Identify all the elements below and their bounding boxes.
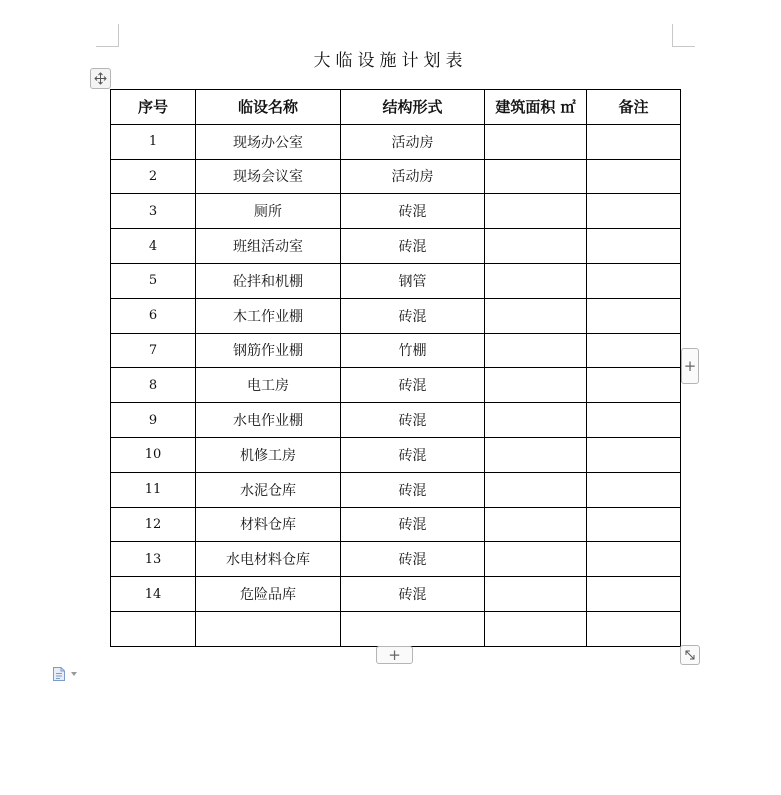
table-move-handle[interactable] <box>90 68 111 89</box>
resize-diagonal-icon <box>684 649 696 661</box>
remarks-cell[interactable] <box>587 472 681 507</box>
header-facility-name[interactable]: 临设名称 <box>196 90 341 125</box>
serial-number-cell[interactable]: 6 <box>111 298 196 333</box>
remarks-cell[interactable] <box>587 333 681 368</box>
serial-number-cell[interactable]: 4 <box>111 229 196 264</box>
building-area-cell[interactable] <box>485 229 587 264</box>
plus-icon: + <box>388 645 401 664</box>
table-row <box>111 507 681 542</box>
structure-type-cell[interactable]: 砖混 <box>341 368 485 403</box>
header-serial-number[interactable]: 序号 <box>111 90 196 125</box>
remarks-cell[interactable] <box>587 577 681 612</box>
building-area-cell[interactable] <box>485 194 587 229</box>
remarks-cell[interactable] <box>587 368 681 403</box>
table-row <box>111 194 681 229</box>
building-area-cell[interactable] <box>485 298 587 333</box>
header-remarks[interactable]: 备注 <box>587 90 681 125</box>
structure-type-cell[interactable]: 钢管 <box>341 263 485 298</box>
building-area-cell[interactable] <box>485 611 587 646</box>
serial-number-cell[interactable]: 14 <box>111 577 196 612</box>
structure-type-cell[interactable]: 砖混 <box>341 437 485 472</box>
table-row <box>111 577 681 612</box>
table-row <box>111 263 681 298</box>
plus-icon: + <box>683 356 697 375</box>
facility-name-cell[interactable]: 班组活动室 <box>196 229 341 264</box>
structure-type-cell[interactable]: 活动房 <box>341 124 485 159</box>
serial-number-cell[interactable]: 5 <box>111 263 196 298</box>
serial-number-cell[interactable]: 3 <box>111 194 196 229</box>
building-area-cell[interactable] <box>485 333 587 368</box>
remarks-cell[interactable] <box>587 437 681 472</box>
building-area-cell[interactable] <box>485 124 587 159</box>
serial-number-cell[interactable]: 8 <box>111 368 196 403</box>
caret-down-icon <box>71 672 77 676</box>
table-row <box>111 472 681 507</box>
remarks-cell[interactable] <box>587 229 681 264</box>
facility-name-cell[interactable]: 水泥仓库 <box>196 472 341 507</box>
table-row <box>111 229 681 264</box>
document-title: 大临设施计划表 <box>313 51 468 71</box>
facility-name-cell[interactable]: 木工作业棚 <box>196 298 341 333</box>
building-area-cell[interactable] <box>485 507 587 542</box>
facility-name-cell[interactable]: 厕所 <box>196 194 341 229</box>
crop-mark-top-left <box>96 24 119 47</box>
facility-name-cell[interactable]: 材料仓库 <box>196 507 341 542</box>
table-header-row <box>111 90 681 125</box>
structure-type-cell[interactable] <box>341 611 485 646</box>
header-structure-type[interactable]: 结构形式 <box>341 90 485 125</box>
table-row <box>111 611 681 646</box>
structure-type-cell[interactable]: 砖混 <box>341 577 485 612</box>
remarks-cell[interactable] <box>587 542 681 577</box>
structure-type-cell[interactable]: 砖混 <box>341 229 485 264</box>
move-arrows-icon <box>94 72 107 85</box>
remarks-cell[interactable] <box>587 298 681 333</box>
facility-name-cell[interactable]: 水电作业棚 <box>196 403 341 438</box>
structure-type-cell[interactable]: 活动房 <box>341 159 485 194</box>
structure-type-cell[interactable]: 砖混 <box>341 472 485 507</box>
facility-name-cell[interactable]: 现场会议室 <box>196 159 341 194</box>
remarks-cell[interactable] <box>587 124 681 159</box>
table-row <box>111 542 681 577</box>
facility-name-cell[interactable]: 水电材料仓库 <box>196 542 341 577</box>
table-row <box>111 333 681 368</box>
remarks-cell[interactable] <box>587 507 681 542</box>
facility-name-cell[interactable]: 砼拌和机棚 <box>196 263 341 298</box>
table-row <box>111 298 681 333</box>
structure-type-cell[interactable]: 竹棚 <box>341 333 485 368</box>
table-row <box>111 403 681 438</box>
paste-options-button[interactable] <box>52 666 77 682</box>
serial-number-cell[interactable]: 13 <box>111 542 196 577</box>
remarks-cell[interactable] <box>587 194 681 229</box>
structure-type-cell[interactable]: 砖混 <box>341 542 485 577</box>
building-area-cell[interactable] <box>485 159 587 194</box>
building-area-cell[interactable] <box>485 472 587 507</box>
building-area-cell[interactable] <box>485 263 587 298</box>
facilities-plan-table <box>110 89 681 647</box>
building-area-cell[interactable] <box>485 542 587 577</box>
remarks-cell[interactable] <box>587 611 681 646</box>
building-area-cell[interactable] <box>485 437 587 472</box>
header-building-area[interactable]: 建筑面积 ㎡ <box>485 90 587 125</box>
paste-options-icon <box>52 666 66 682</box>
serial-number-cell[interactable]: 12 <box>111 507 196 542</box>
table-row <box>111 159 681 194</box>
crop-mark-top-right <box>672 24 695 47</box>
serial-number-cell[interactable]: 9 <box>111 403 196 438</box>
structure-type-cell[interactable]: 砖混 <box>341 507 485 542</box>
table-row <box>111 437 681 472</box>
remarks-cell[interactable] <box>587 403 681 438</box>
table-row <box>111 124 681 159</box>
structure-type-cell[interactable]: 砖混 <box>341 194 485 229</box>
facility-name-cell[interactable]: 钢筋作业棚 <box>196 333 341 368</box>
add-row-button[interactable] <box>376 646 413 664</box>
serial-number-cell[interactable]: 10 <box>111 437 196 472</box>
facility-name-cell[interactable]: 机修工房 <box>196 437 341 472</box>
building-area-cell[interactable] <box>485 577 587 612</box>
facility-name-cell[interactable] <box>196 611 341 646</box>
facility-name-cell[interactable]: 现场办公室 <box>196 124 341 159</box>
remarks-cell[interactable] <box>587 263 681 298</box>
building-area-cell[interactable] <box>485 368 587 403</box>
add-column-button[interactable] <box>681 348 699 384</box>
structure-type-cell[interactable]: 砖混 <box>341 403 485 438</box>
table-row <box>111 368 681 403</box>
facility-name-cell[interactable]: 危险品库 <box>196 577 341 612</box>
facility-name-cell[interactable]: 电工房 <box>196 368 341 403</box>
serial-number-cell[interactable]: 7 <box>111 333 196 368</box>
table-resize-handle[interactable] <box>680 645 700 665</box>
serial-number-cell[interactable]: 1 <box>111 124 196 159</box>
serial-number-cell[interactable]: 2 <box>111 159 196 194</box>
serial-number-cell[interactable] <box>111 611 196 646</box>
structure-type-cell[interactable]: 砖混 <box>341 298 485 333</box>
building-area-cell[interactable] <box>485 403 587 438</box>
serial-number-cell[interactable]: 11 <box>111 472 196 507</box>
remarks-cell[interactable] <box>587 159 681 194</box>
